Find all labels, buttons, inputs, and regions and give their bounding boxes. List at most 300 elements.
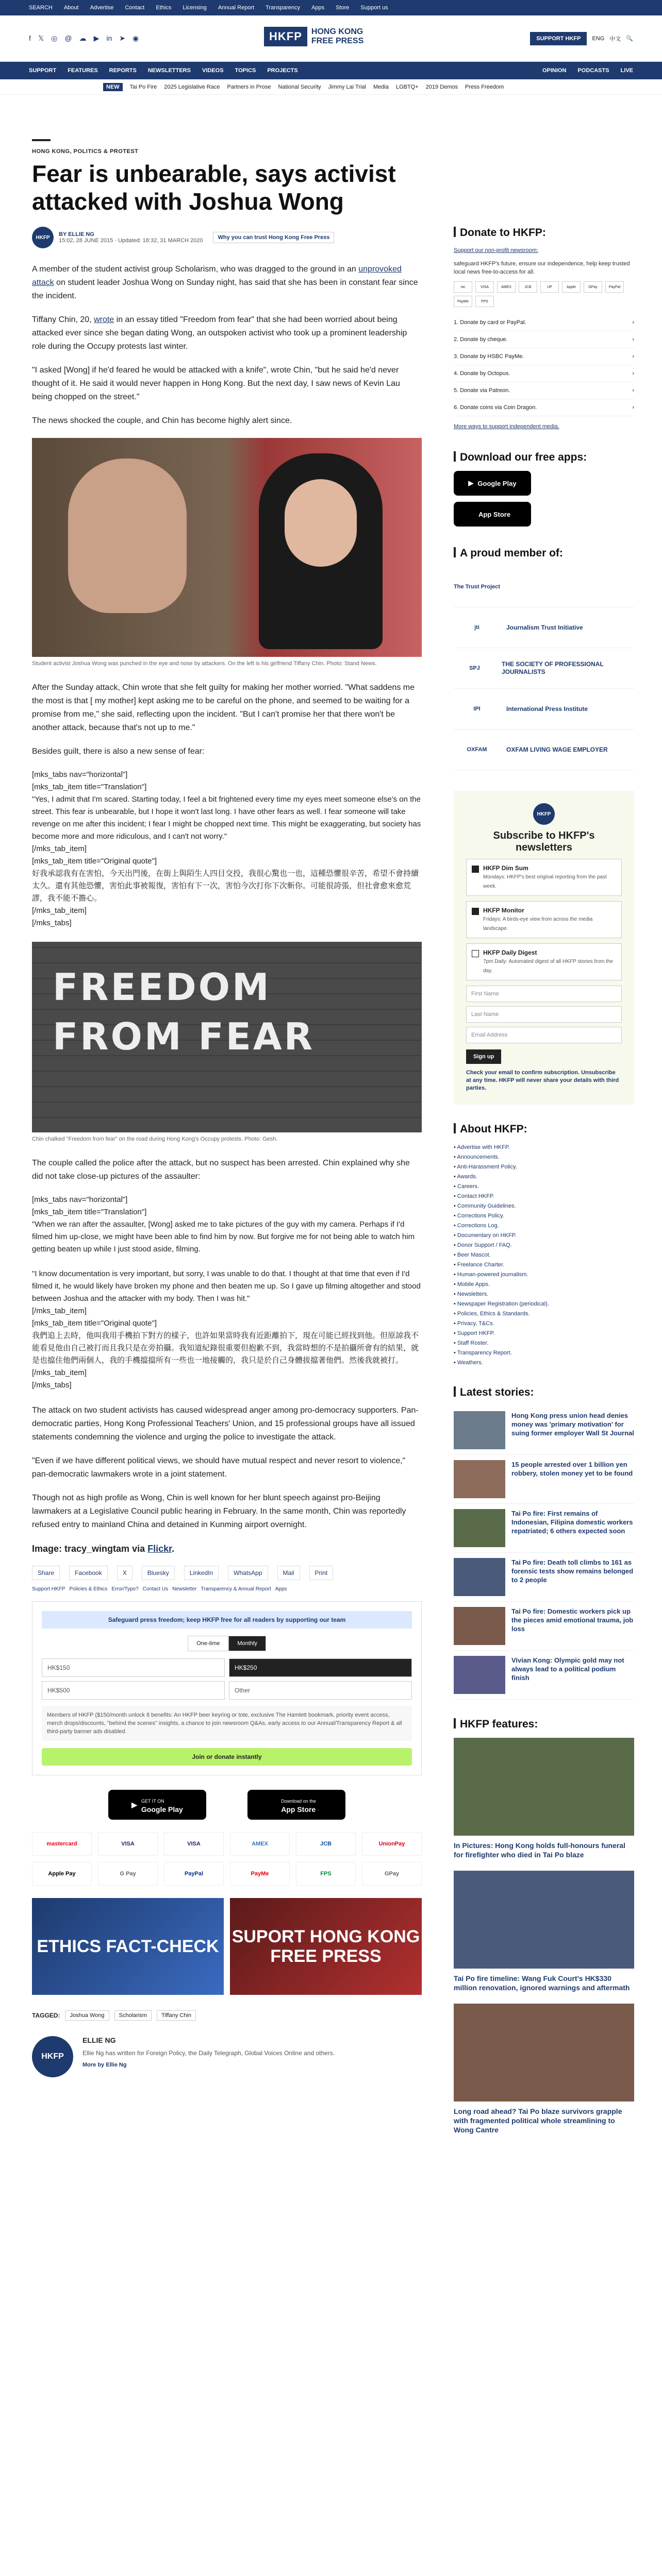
- author-box-name[interactable]: ELLIE NG: [82, 2036, 116, 2044]
- about-link[interactable]: • Mobile Apps.: [454, 1280, 634, 1290]
- ticker-item[interactable]: Jimmy Lai Trial: [328, 83, 366, 90]
- about-link[interactable]: • Human-powered journalism.: [454, 1270, 634, 1280]
- checkbox[interactable]: [472, 950, 479, 957]
- donate-option-label: 2. Donate by cheque.: [454, 336, 508, 343]
- play-icon: ▶: [131, 1800, 137, 1809]
- more-by-author-link[interactable]: More by Ellie Ng: [82, 2062, 127, 2068]
- top-link-4[interactable]: Ethics: [156, 5, 172, 11]
- paragraph: "I asked [Wong] if he'd feared he would be attacked with a knife", wrote Chin, "but he said he'd never thought of it. He said it would never happen in Hong Kong. But the next day, I saw news of Kevin Lau being chopped on the street.": [32, 366, 400, 401]
- telegram-icon[interactable]: ➤: [119, 34, 126, 42]
- nav-item-5[interactable]: TOPICS: [235, 67, 256, 74]
- chevron-right-icon: ›: [632, 336, 634, 343]
- share-0[interactable]: Share: [32, 1566, 60, 1580]
- header-actions: [530, 32, 633, 45]
- app-store-small: Download on the: [281, 1799, 316, 1804]
- inline-link[interactable]: wrote: [94, 315, 114, 324]
- app-store-text: [281, 1796, 316, 1814]
- ticker-item[interactable]: 2019 Demos: [425, 83, 458, 90]
- app-store-buttons: [32, 1790, 422, 1820]
- feature-title: Long road ahead? Tai Po blaze survivors grapple with fragmented political whole streamlining to Wong Cantre: [454, 2107, 622, 2134]
- instagram-icon[interactable]: ◎: [51, 34, 58, 42]
- author-bio: Ellie Ng has written for Foreign Policy, the Daily Telegraph, Global Voices Online and others.: [82, 2049, 335, 2057]
- donate-option-label: 3. Donate by HSBC PayMe.: [454, 353, 524, 360]
- shortcode-line: [mks_tab_item title="Translation"]: [32, 1208, 147, 1216]
- nav-item-4[interactable]: VIDEOS: [202, 67, 224, 74]
- article-photo: [32, 438, 422, 657]
- about-link[interactable]: • Freelance Charter.: [454, 1260, 634, 1270]
- about-link[interactable]: • Staff Roster.: [454, 1338, 634, 1348]
- support-hkfp-button[interactable]: SUPPORT HKFP: [530, 32, 587, 45]
- app-store-label: App Store: [281, 1805, 316, 1814]
- about-link[interactable]: • Corrections Log.: [454, 1221, 634, 1231]
- newsletter-option[interactable]: [466, 943, 622, 980]
- top-link-6[interactable]: Annual Report: [218, 5, 255, 11]
- feature-story[interactable]: [454, 2004, 634, 2134]
- chalk-writing: FREEDOM FROM FEAR: [53, 965, 315, 1058]
- signup-button[interactable]: Sign up: [466, 1049, 501, 1064]
- newsletter-name: HKFP Monitor: [483, 907, 524, 914]
- about-link[interactable]: • Privacy, T&Cs.: [454, 1319, 634, 1329]
- about-link[interactable]: • Support HKFP.: [454, 1329, 634, 1338]
- payment-logo: PayPal: [164, 1862, 224, 1886]
- chevron-right-icon: ›: [632, 387, 634, 394]
- about-link[interactable]: • Advertise with HKFP.: [454, 1143, 634, 1153]
- about-link[interactable]: • Newspaper Registration (periodical).: [454, 1299, 634, 1309]
- newsletter-signup: [454, 791, 634, 1105]
- article-photo: [32, 942, 422, 1132]
- title-rule: [32, 139, 51, 141]
- share-6[interactable]: Mail: [277, 1566, 300, 1580]
- site-header: [0, 15, 662, 62]
- donate-option-label: 4. Donate by Octopus.: [454, 370, 510, 377]
- share-7[interactable]: Print: [309, 1566, 334, 1580]
- feature-title: In Pictures: Hong Kong holds full-honours funeral for firefighter who died in Tai Po blaze: [454, 1841, 625, 1859]
- nav-item-3[interactable]: NEWSLETTERS: [147, 67, 191, 74]
- tag-list: [32, 2010, 422, 2021]
- member-org[interactable]: [454, 607, 634, 648]
- paragraph: Besides guilt, there is also a new sense of fear:: [32, 747, 205, 756]
- top-link-3[interactable]: Contact: [125, 5, 145, 11]
- chevron-right-icon: ›: [632, 319, 634, 326]
- footer-link[interactable]: Support HKFP: [32, 1586, 65, 1592]
- amount-option[interactable]: HK$500: [42, 1681, 225, 1700]
- nav-right-1[interactable]: PODCASTS: [577, 67, 609, 74]
- donate-banner: Safeguard press freedom; keep HKFP free for all readers by supporting our team: [42, 1611, 412, 1629]
- about-link[interactable]: • Beer Mascot.: [454, 1250, 634, 1260]
- donate-option[interactable]: [454, 314, 634, 331]
- site-logo[interactable]: [264, 27, 363, 46]
- newsletter-logo: HKFP: [533, 803, 555, 825]
- top-link-7[interactable]: Transparency: [266, 5, 300, 11]
- sidebar: [454, 227, 634, 2146]
- about-link[interactable]: • Awards.: [454, 1172, 634, 1182]
- tag-chip[interactable]: Tiffany Chin: [157, 2010, 196, 2021]
- search-icon[interactable]: 🔍: [626, 36, 633, 42]
- flickr-link[interactable]: Flickr: [147, 1544, 172, 1554]
- nav-right-2[interactable]: LIVE: [620, 67, 633, 74]
- newsletter-name: HKFP Dim Sum: [483, 865, 528, 872]
- member-org[interactable]: [454, 689, 634, 730]
- about-link[interactable]: • Weathers.: [454, 1358, 634, 1368]
- share-buttons: [32, 1566, 422, 1580]
- org-logo: SPJ: [469, 665, 480, 671]
- signup-row: [466, 1047, 622, 1069]
- payment-logo: VISA: [98, 1832, 158, 1856]
- footer-link[interactable]: Policies & Ethics: [69, 1586, 108, 1592]
- card-logo: Apple: [562, 281, 581, 293]
- share-1[interactable]: Facebook: [69, 1566, 108, 1580]
- last-name-field[interactable]: Last Name: [466, 1006, 622, 1023]
- share-4[interactable]: LinkedIn: [184, 1566, 219, 1580]
- chevron-right-icon: ›: [632, 370, 634, 377]
- latest-story[interactable]: [454, 1406, 634, 1455]
- photo-caption: Chin chalked "Freedom from fear" on the road during Hong Kong's Occupy protests. Photo: Gesh.: [32, 1136, 278, 1142]
- first-name-field[interactable]: First Name: [466, 986, 622, 1002]
- membership-heading: A proud member of:: [454, 547, 634, 560]
- lang-zh[interactable]: 中文: [609, 36, 621, 42]
- paragraph: [32, 263, 422, 303]
- payment-logo: UnionPay: [362, 1832, 422, 1856]
- story-title: 15 people arrested over 1 billion yen robbery, stolen money yet to be found: [511, 1461, 633, 1477]
- tag-chip[interactable]: Scholarism: [114, 2010, 152, 2021]
- shortcode-line: 好我承認我有在害怕，今天出門後，在街上與陌生人四目交投，我很心驚也一也，這種恐懼很辛苦，希望不會持續太久。還有其他恐懼，害怕此事被報復，害怕有下一次，害怕今次打你下次斬你。可能很誇張，但社會愈來愈荒謬，我不能不擔心。: [32, 869, 419, 903]
- chevron-right-icon: ›: [632, 353, 634, 360]
- linkedin-icon[interactable]: in: [106, 34, 112, 42]
- shortcode-line: [/mks_tab_item]: [32, 1368, 87, 1377]
- latest-story[interactable]: [454, 1602, 634, 1651]
- sidebar-app-buttons: [454, 471, 634, 527]
- google-play-button[interactable]: [454, 471, 531, 496]
- support-banner[interactable]: SUPORT HONG KONG FREE PRESS: [230, 1898, 422, 1995]
- payment-logo: Apple Pay: [32, 1862, 92, 1886]
- payment-logo: mastercard: [32, 1832, 92, 1856]
- about-link[interactable]: • Corrections Policy.: [454, 1211, 634, 1221]
- donate-text: safeguard HKFP's future, ensure our independence, help keep trusted local news free-to-access for all.: [454, 261, 630, 275]
- member-org[interactable]: [454, 730, 634, 770]
- top-link-8[interactable]: Apps: [311, 5, 325, 11]
- share-3[interactable]: Bluesky: [142, 1566, 175, 1580]
- author-details: [82, 2036, 335, 2077]
- amount-option[interactable]: Other: [229, 1681, 412, 1700]
- ticker-item[interactable]: LGBTQ+: [395, 83, 419, 90]
- about-section: [454, 1123, 634, 1368]
- article-main: [32, 139, 422, 2077]
- footer-link[interactable]: Contact Us: [142, 1586, 169, 1592]
- donate-widget: [32, 1601, 422, 1775]
- card-logo: UP: [540, 281, 559, 293]
- ethics-banner[interactable]: ETHICS FACT-CHECK: [32, 1898, 224, 1995]
- about-link[interactable]: • Policies, Ethics & Standards.: [454, 1309, 634, 1319]
- ticker-item[interactable]: Press Freedom: [465, 83, 504, 90]
- footer-link[interactable]: Error/Typo?: [111, 1586, 139, 1592]
- feature-thumbnail: [454, 2004, 634, 2102]
- story-title: Tai Po fire: First remains of Indonesian, Filipina domestic workers repatriated; 6 others expected soon: [511, 1510, 633, 1535]
- paragraph: The attack on two student activists has caused widespread anger among pro-democracy supporters. Pan-democratic parties, Hong Kong Professional Teachers' Union, and 15 professional groups have all issued statements condemning the violence and urging the police to investigate the attack.: [32, 1406, 419, 1442]
- org-logo: IPI: [473, 705, 481, 712]
- donate-option[interactable]: [454, 331, 634, 348]
- about-link[interactable]: • Donor Support / FAQ.: [454, 1241, 634, 1250]
- x-icon[interactable]: 𝕏: [38, 34, 44, 42]
- about-link[interactable]: • Announcements.: [454, 1153, 634, 1162]
- about-link[interactable]: • Transparency Report.: [454, 1348, 634, 1358]
- top-links: [29, 5, 633, 11]
- top-link-1[interactable]: About: [63, 5, 79, 11]
- paragraph: After the Sunday attack, Chin wrote that she felt guilty for making her mother worried. "What saddens me the most is that [ my mother] kept asking me to be careful on the phone, and seemed to be waiting for a promise from me," she said, reflecting upon the incident. "But I can't promise her that there won't be another attack, because that's not up to me.": [32, 683, 415, 732]
- amount-option[interactable]: HK$150: [42, 1658, 225, 1677]
- membership-list: [454, 567, 634, 770]
- org-logo: OXFAM: [467, 746, 487, 753]
- footer-link[interactable]: Apps: [275, 1586, 287, 1592]
- card-logo: PayPal: [605, 281, 624, 293]
- inline-link[interactable]: unprovoked attack: [32, 265, 402, 287]
- photo-figure: [285, 479, 357, 567]
- signup-note: Check your email to confirm subscription. Unsubscribe at any time. HKFP will never share your details with third parties.: [466, 1070, 619, 1091]
- payment-logo: VISA: [164, 1832, 224, 1856]
- text-run: on student leader Joshua Wong on Sunday night, has said that she has been in constant fear since the incident.: [32, 278, 418, 300]
- article-title: Fear is unbearable, says activist attacked with Joshua Wong: [32, 160, 396, 215]
- app-store-button[interactable]: [247, 1790, 345, 1820]
- payment-logo: JCB: [296, 1832, 356, 1856]
- member-benefits: Members of HKFP ($150/month unlock 8 benefits: An HKFP beer keyring or tote, exclusive The Hamlett bookmark, priority event access, merch drops/discounts, "behind the scenes" insights, a chance to join newsroom Q&As, early access to our Annual/Transparency Report & all third-party banner ads disabled.: [42, 1706, 412, 1741]
- promo-banners: [32, 1898, 422, 1995]
- payment-logo: GPay: [362, 1862, 422, 1886]
- newsletter-desc: Mondays: HKFP's best original reporting from the past week.: [483, 874, 607, 889]
- amount-option[interactable]: HK$250: [229, 1658, 412, 1677]
- donate-option[interactable]: [454, 382, 634, 399]
- author-name[interactable]: BY ELLIE NG: [59, 231, 94, 238]
- newsletter-desc: Fridays: A birds-eye view from across the media landscape.: [483, 917, 593, 931]
- more-ways-link[interactable]: More ways to support independent media.: [454, 423, 559, 430]
- newsletter-name: HKFP Daily Digest: [483, 949, 537, 956]
- org-name: OXFAM LIVING WAGE EMPLOYER: [506, 745, 608, 753]
- latest-list: [454, 1406, 634, 1700]
- card-logo: VISA: [475, 281, 494, 293]
- about-link[interactable]: • Careers.: [454, 1182, 634, 1192]
- shortcode-line: [mks_tabs nav="horizontal"]: [32, 1195, 128, 1204]
- latest-story[interactable]: [454, 1455, 634, 1504]
- paragraph: Though not as high profile as Wong, Chin is well known for her blunt speech against pro-Beijing lawmakers at a Legislative Council public hearing in February. In the same month, Chin was reportedly refused entry to mainland China and detained in Kunming airport overnight.: [32, 1494, 406, 1529]
- shortcode-line: "I know documentation is very important, but sorry, I was unable to do that. I thought at that time that even if I'd filmed it, he would likely have broken my phone and then beaten me up. So I gave up filming altogether and stood between Joshua and the attacker with my body. Then I was hit.": [32, 1269, 421, 1303]
- member-org[interactable]: [454, 567, 634, 607]
- shortcode-line: 我們追上去時，他叫我用手機拍下對方的樣子，也許如果當時我有近距離拍下，現在可能已經找到他。但原諒我不能看見他由自己被打而且我只是在旁拍攝。我知道紀錄很重要但抱歉不到，我當時想的不是拍攝所會有的結果，就是也擋住他們兩個人，我的手機擋擋所有一些也一地接觸的，我只是於自己身體拔擋著他們。然後我就被打。: [32, 1331, 419, 1365]
- byline: [32, 227, 422, 248]
- about-link[interactable]: • Anti-Harassment Policy.: [454, 1162, 634, 1172]
- donate-heading: Donate to HKFP:: [454, 227, 634, 239]
- about-link[interactable]: • Documentary on HKFP.: [454, 1231, 634, 1241]
- join-button[interactable]: Join or donate instantly: [42, 1748, 412, 1766]
- text-run: Tiffany Chin, 20,: [32, 315, 94, 324]
- story-thumbnail: [454, 1558, 505, 1596]
- story-title: Hong Kong press union head denies money was 'primary motivation' for suing former employer Wall St Journal: [511, 1412, 634, 1437]
- share-5[interactable]: WhatsApp: [228, 1566, 268, 1580]
- top-link-9[interactable]: Store: [336, 5, 350, 11]
- about-list: [454, 1143, 634, 1368]
- apps-heading: Download our free apps:: [454, 451, 634, 464]
- feature-thumbnail: [454, 1871, 634, 1969]
- payment-logo: AMEX: [230, 1832, 290, 1856]
- tab-monthly[interactable]: Monthly: [228, 1636, 266, 1651]
- payment-logo: G Pay: [98, 1862, 158, 1886]
- ticker-items: [130, 84, 504, 90]
- brand-name: [311, 27, 363, 46]
- ticker-item[interactable]: 2025 Legislative Race: [164, 83, 220, 90]
- donate-option-label: 6. Donate coins via Coin Dragon.: [454, 404, 537, 411]
- donate-option[interactable]: [454, 399, 634, 416]
- newsletter-option[interactable]: [466, 901, 622, 938]
- ticker-item[interactable]: Tai Po Fire: [129, 83, 157, 90]
- shortcode-line: [mks_tab_item title="Translation"]: [32, 783, 147, 791]
- top-bar: [0, 0, 662, 15]
- donate-options: [454, 314, 634, 416]
- feature-title: Tai Po fire timeline: Wang Fuk Court's HK$330 million renovation, ignored warnings and aftermath: [454, 1974, 630, 1992]
- shortcode-line: [/mks_tab_item]: [32, 906, 87, 915]
- latest-story[interactable]: [454, 1553, 634, 1602]
- org-name: Journalism Trust Initiative: [506, 623, 583, 631]
- text-run: in an essay titled "Freedom from fear" that she had been worried about being attacked ever since she began dating Wong, an outspoken activist who took up a prominent leadership role during the Occupy protests last winter.: [32, 315, 407, 351]
- top-link-2[interactable]: Advertise: [90, 5, 114, 11]
- donate-option-label: 5. Donate via Patreon.: [454, 387, 510, 394]
- shortcode-line: "Yes, I admit that I'm scared. Starting today, I feel a bit frightened every time my eyes meet someone else's on the street. This fear is unbearable, but I hope it won't last long. I have other fears as well. I fear someone will take revenge on me after this incident; I fear I might be chopped next time. This might be exaggerating, but society has become more and more ridiculous, and I can't not worry.": [32, 795, 421, 841]
- google-play-label: Google Play: [141, 1805, 183, 1814]
- story-title: Tai Po fire: Death toll climbs to 161 as forensic tests show remains belonged to 2 people: [511, 1558, 634, 1584]
- card-logo: GPay: [584, 281, 602, 293]
- newsletter-desc: 7pm Daily: Automated digest of all HKFP stories from the day.: [483, 959, 614, 974]
- text-run: A member of the student activist group Scholarism, who was dragged to the ground in an: [32, 265, 359, 274]
- paragraph: "Even if we have different political views, we should have mutual respect and never resort to violence," pan-democratic lawmakers wrote in a joint statement.: [32, 1456, 406, 1479]
- top-link-5[interactable]: Licensing: [183, 5, 207, 11]
- org-name: THE SOCIETY OF PROFESSIONAL JOURNALISTS: [501, 660, 604, 675]
- tag-chip[interactable]: Joshua Wong: [65, 2010, 109, 2021]
- story-title: Vivian Kong: Olympic gold may not always lead to a political podium finish: [511, 1656, 624, 1682]
- threads-icon[interactable]: @: [64, 34, 72, 42]
- rss-icon[interactable]: ◉: [133, 34, 139, 42]
- story-thumbnail: [454, 1460, 505, 1498]
- tab-one-time[interactable]: One-time: [188, 1636, 228, 1651]
- nav-item-2[interactable]: REPORTS: [109, 67, 137, 74]
- nav-item-0[interactable]: SUPPORT: [29, 67, 57, 74]
- about-link[interactable]: • Community Guidelines.: [454, 1201, 634, 1211]
- youtube-icon[interactable]: ▶: [93, 34, 100, 42]
- bluesky-icon[interactable]: ☁: [79, 34, 87, 42]
- donate-option[interactable]: [454, 365, 634, 382]
- nav-right-0[interactable]: OPINION: [542, 67, 567, 74]
- photo-figure: [68, 459, 187, 613]
- author-avatar-large[interactable]: HKFP: [32, 2036, 73, 2077]
- donate-tabs: [42, 1636, 412, 1651]
- image-credit: [32, 1542, 422, 1555]
- google-play-small: GET IT ON: [141, 1799, 164, 1804]
- photo-caption: Student activist Joshua Wong was punched in the eye and nose by attackers. On the left is his girlfriend Tiffany Chin. Photo: Stand News.: [32, 660, 377, 667]
- footer-link[interactable]: Newsletter: [172, 1586, 197, 1592]
- card-logo: AMEX: [497, 281, 516, 293]
- nav-item-6[interactable]: PROJECTS: [267, 67, 298, 74]
- latest-story[interactable]: [454, 1504, 634, 1553]
- payment-logo: FPS: [296, 1862, 356, 1886]
- google-play-button[interactable]: [108, 1790, 206, 1820]
- ticker-item[interactable]: Partners in Prose: [227, 83, 271, 90]
- shortcode-line: [mks_tab_item title="Original quote"]: [32, 857, 157, 866]
- about-link[interactable]: • Newsletters.: [454, 1290, 634, 1299]
- trust-link[interactable]: Why you can trust Hong Kong Free Press: [213, 232, 334, 243]
- shortcode-line: [/mks_tabs]: [32, 919, 72, 927]
- shortcode-line: [32, 1256, 422, 1268]
- brand-name-line1: HONG KONG: [311, 27, 363, 36]
- features-list: [454, 1738, 634, 2134]
- shortcode-line: [/mks_tab_item]: [32, 1307, 87, 1315]
- org-name: International Press Institute: [506, 705, 588, 713]
- footer-link[interactable]: Transparency & Annual Report: [201, 1586, 271, 1592]
- published-date: 15:02, 28 JUNE 2015: [59, 238, 113, 244]
- checkbox[interactable]: [472, 908, 479, 915]
- story-thumbnail: [454, 1411, 505, 1449]
- facebook-icon[interactable]: f: [29, 34, 31, 42]
- brand-name-line2: FREE PRESS: [311, 37, 364, 45]
- card-logo: FPS: [475, 296, 494, 307]
- author-avatar[interactable]: HKFP: [32, 227, 54, 248]
- org-logo: The Trust Project: [454, 583, 500, 590]
- google-play-label: Google Play: [477, 479, 517, 487]
- tabs-shortcode: [32, 1194, 422, 1392]
- newsletter-option-text: [483, 865, 616, 890]
- shortcode-line: [/mks_tabs]: [32, 1381, 72, 1389]
- play-icon: ▶: [468, 479, 474, 487]
- story-thumbnail: [454, 1656, 505, 1694]
- app-store-button[interactable]: [454, 502, 531, 527]
- article-category[interactable]: HONG KONG, POLITICS & PROTEST: [32, 148, 139, 155]
- top-link-0[interactable]: SEARCH: [29, 5, 53, 11]
- member-org[interactable]: [454, 648, 634, 689]
- topic-ticker: [0, 79, 662, 95]
- org-logo: jti: [474, 624, 479, 631]
- newsletter-title: Subscribe to HKFP's newsletters: [493, 830, 595, 853]
- paragraph: The news shocked the couple, and Chin has become highly alert since.: [32, 416, 292, 425]
- nav-item-1[interactable]: FEATURES: [68, 67, 98, 74]
- card-logo: PayMe: [454, 296, 472, 307]
- updated-date: Updated: 18:32, 31 MARCH 2020: [118, 238, 203, 244]
- about-link[interactable]: • Contact HKFP.: [454, 1192, 634, 1201]
- tags-label: TAGGED:: [32, 2012, 60, 2019]
- share-2[interactable]: X: [117, 1566, 133, 1580]
- donate-amounts: [42, 1658, 412, 1700]
- top-link-10[interactable]: Support us: [360, 5, 388, 11]
- donate-link[interactable]: Support our non-profit newsroom:: [454, 247, 538, 253]
- ticker-item[interactable]: National Security: [278, 83, 321, 90]
- paragraph: [32, 313, 422, 353]
- newsletter-option[interactable]: [466, 859, 622, 896]
- tabs-shortcode: [32, 769, 422, 929]
- email-field[interactable]: Email Address: [466, 1027, 622, 1043]
- payment-logos: [32, 1832, 422, 1886]
- ticker-item[interactable]: Media: [373, 83, 389, 90]
- donate-option[interactable]: [454, 348, 634, 365]
- newsletter-option-text: [483, 907, 616, 933]
- card-logo: mc: [454, 281, 472, 293]
- latest-heading: Latest stories:: [454, 1386, 634, 1399]
- shortcode-line: [mks_tabs nav="horizontal"]: [32, 770, 128, 779]
- newsletter-option-text: [483, 949, 616, 975]
- lang-en[interactable]: ENG: [592, 35, 605, 42]
- app-store-label: App Store: [478, 510, 511, 518]
- feature-story[interactable]: [454, 1871, 634, 1992]
- feature-story[interactable]: [454, 1738, 634, 1859]
- footer-links: [32, 1586, 422, 1592]
- checkbox[interactable]: [472, 866, 479, 873]
- payment-logo: PayMe: [230, 1862, 290, 1886]
- main-nav: [0, 62, 662, 79]
- ticker-label: NEW: [103, 83, 123, 91]
- paragraph: The couple called the police after the attack, but no suspect has been arrested. Chin explained why she did not take close-up pictures of the assaulter:: [32, 1159, 410, 1181]
- latest-story[interactable]: [454, 1651, 634, 1700]
